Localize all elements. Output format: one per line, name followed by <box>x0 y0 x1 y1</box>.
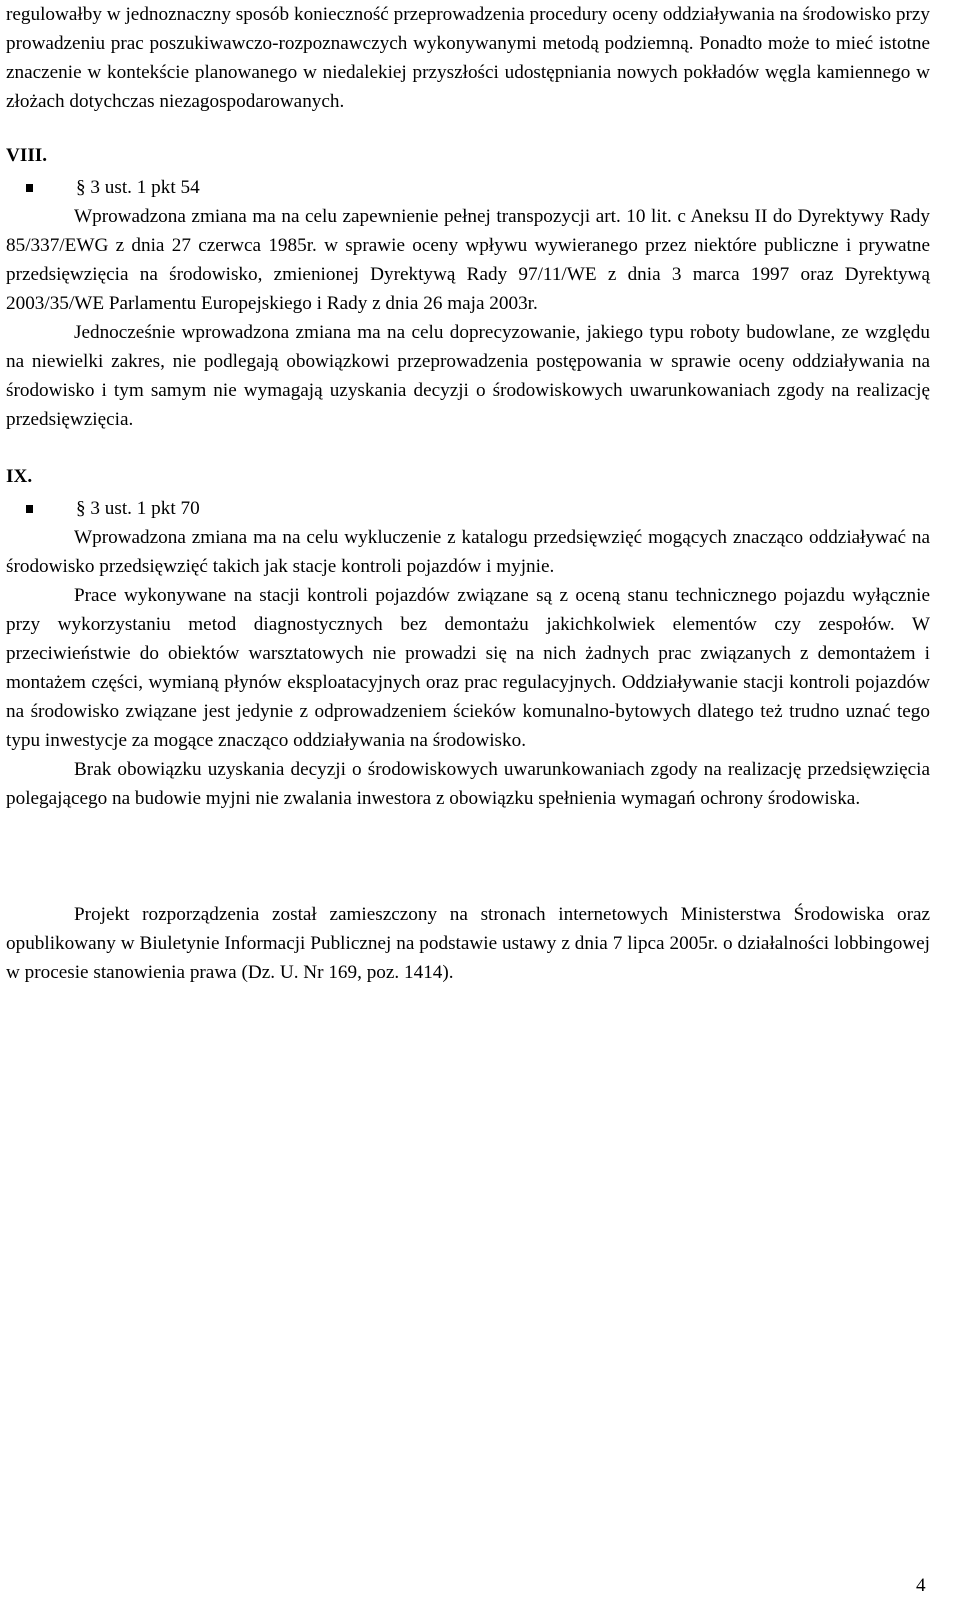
closing-paragraph: Projekt rozporządzenia został zamieszczony na stronach internetowych Ministerstwa Środowiska oraz opublikowany w Biuletynie Informacji Publicznej na podstawie ustawy z dnia 7 lipca 2005r. o działalności lobbingowej w procesie stanowienia prawa (Dz. U. Nr 169, poz. 1414). <box>6 904 930 983</box>
section-ix-paragraph-2: Prace wykonywane na stacji kontroli pojazdów związane są z oceną stanu technicznego pojazdu wyłącznie przy wykorzystaniu metod diagnostycznych bez demontażu jakichkolwiek elementów czy zespołów. W przeciwieństwie do obiektów warsztatowych nie prowadzi się na nich żadnych prac związanych z demontażem i montażem części, wymianą płynów eksploatacyjnych oraz prac regulacyjnych. Oddziaływanie stacji kontroli pojazdów na środowisko związane jest jedynie z odprowadzeniem ścieków komunalno-bytowych dlatego też trudno uznać tego typu inwestycje za mogące znacząco oddziaływania na środowisko. <box>6 585 930 751</box>
section-ix-paragraph-3: Brak obowiązku uzyskania decyzji o środowiskowych uwarunkowaniach zgody na realizację przedsięwzięcia polegającego na budowie myjni nie zwalania inwestora z obowiązku spełnienia wymagań ochrony środowiska. <box>6 759 930 809</box>
section-ix-paragraph-1: Wprowadzona zmiana ma na celu wykluczenie z katalogu przedsięwzięć mogących znacząco oddziaływać na środowisko przedsięwzięć takich jak stacje kontroli pojazdów i myjnie. <box>6 527 930 577</box>
section-viii-reference: § 3 ust. 1 pkt 54 <box>76 177 200 198</box>
section-ix-item <box>6 494 930 523</box>
square-bullet-icon <box>26 184 33 192</box>
page-number: 4 <box>916 1575 926 1596</box>
section-ix-reference: § 3 ust. 1 pkt 70 <box>76 498 200 519</box>
square-bullet-icon <box>26 505 33 513</box>
section-viii-paragraph-1: Wprowadzona zmiana ma na celu zapewnienie pełnej transpozycji art. 10 lit. c Aneksu II do Dyrektywy Rady 85/337/EWG z dnia 27 czerwca 1985r. w sprawie oceny wpływu wywieranego przez niektóre publiczne i prywatne przedsięwzięcia na środowisko, zmienionej Dyrektywą Rady 97/11/WE z dnia 3 marca 1997 oraz Dyrektywą 2003/35/WE Parlamentu Europejskiego i Rady z dnia 26 maja 2003r. <box>6 206 930 314</box>
section-viii-heading: VIII. <box>6 145 48 166</box>
section-viii-item <box>6 173 930 202</box>
intro-paragraph: regulowałby w jednoznaczny sposób konieczność przeprowadzenia procedury oceny oddziaływania na środowisko przy prowadzeniu prac poszukiwawczo-rozpoznawczych wykonywanymi metodą podziemną. Ponadto może to mieć istotne znaczenie w kontekście planowanego w niedalekiej przyszłości udostępniania nowych pokładów węgla kamiennego w złożach dotychczas niezagospodarowanych. <box>6 4 930 112</box>
document-page <box>6 0 930 987</box>
section-viii-paragraph-2: Jednocześnie wprowadzona zmiana ma na celu doprecyzowanie, jakiego typu roboty budowlane, ze względu na niewielki zakres, nie podlegają obowiązkowi przeprowadzenia postępowania w sprawie oceny oddziaływania na środowisko i tym samym nie wymagają uzyskania decyzji o środowiskowych uwarunkowaniach zgody na realizację przedsięwzięcia. <box>6 322 930 430</box>
section-ix-heading: IX. <box>6 466 33 487</box>
